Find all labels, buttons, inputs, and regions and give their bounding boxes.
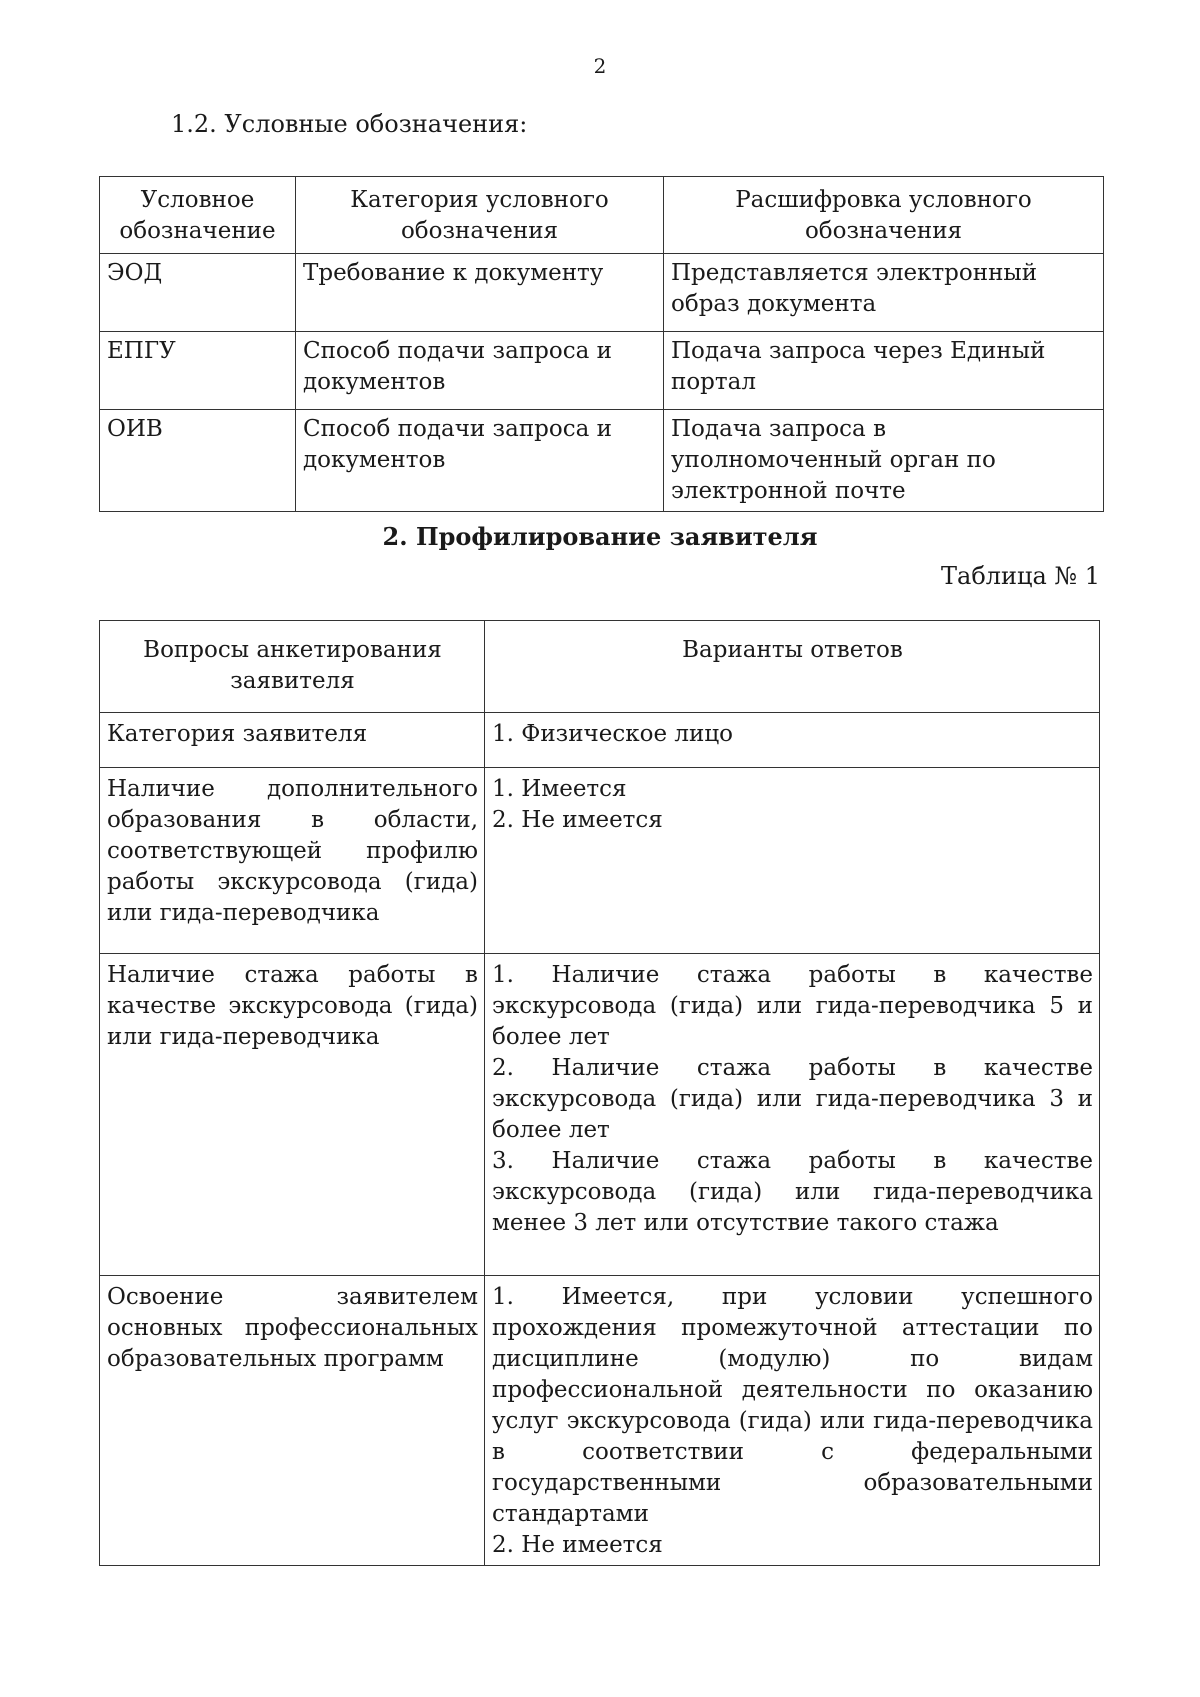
legend-cell-description: Представляется электронный образ документа xyxy=(664,254,1104,332)
answer-option: 1. Имеется, при условии успешного прохождения промежуточной аттестации по дисциплине (модулю) по видам профессиональной деятельности по оказанию услуг экскурсовода (гида) или гида-переводчика в соответствии с федеральными государственными образовательными стандартами xyxy=(492,1284,1093,1527)
profile-table xyxy=(99,620,1100,1566)
answer-option: 3. Наличие стажа работы в качестве экскурсовода (гида) или гида-переводчика менее 3 лет или отсутствие такого стажа xyxy=(492,1148,1093,1236)
profile-answers xyxy=(485,1276,1100,1566)
legend-cell-category: Способ подачи запроса и документов xyxy=(296,410,664,512)
answer-option: 1. Имеется xyxy=(492,776,627,802)
legend-table-header-row xyxy=(100,177,1104,254)
legend-cell-category: Способ подачи запроса и документов xyxy=(296,332,664,410)
table-row xyxy=(100,410,1104,512)
answer-option: 1. Физическое лицо xyxy=(492,721,733,747)
answer-option: 1. Наличие стажа работы в качестве экскурсовода (гида) или гида-переводчика 5 и более лет xyxy=(492,962,1093,1050)
legend-header-category: Категория условного обозначения xyxy=(296,177,664,254)
legend-cell-category: Требование к документу xyxy=(296,254,664,332)
legend-table xyxy=(99,176,1104,512)
profile-question: Наличие стажа работы в качестве экскурсовода (гида) или гида-переводчика xyxy=(100,954,485,1276)
table-row xyxy=(100,768,1100,954)
profile-header-answers: Варианты ответов xyxy=(485,621,1100,713)
profile-answers xyxy=(485,713,1100,768)
legend-cell-description: Подача запроса в уполномоченный орган по электронной почте xyxy=(664,410,1104,512)
answer-option: 2. Не имеется xyxy=(492,1532,663,1558)
table-row xyxy=(100,954,1100,1276)
table-row xyxy=(100,1276,1100,1566)
profile-question: Освоение заявителем основных профессиональных образовательных программ xyxy=(100,1276,485,1566)
section-heading-profiling: 2. Профилирование заявителя xyxy=(382,522,818,551)
table-row xyxy=(100,713,1100,768)
page-number: 2 xyxy=(593,54,607,78)
table-row xyxy=(100,332,1104,410)
profile-question: Наличие дополнительного образования в области, соответствующей профилю работы экскурсовода (гида) или гида-переводчика xyxy=(100,768,485,954)
table-caption: Таблица № 1 xyxy=(941,562,1100,590)
legend-cell-description: Подача запроса через Единый портал xyxy=(664,332,1104,410)
legend-header-description: Расшифровка условного обозначения xyxy=(664,177,1104,254)
legend-cell-symbol: ЕПГУ xyxy=(100,332,296,410)
profile-answers xyxy=(485,954,1100,1276)
section-heading-legend: 1.2. Условные обозначения: xyxy=(171,110,528,138)
answer-option: 2. Не имеется xyxy=(492,807,663,833)
answer-option: 2. Наличие стажа работы в качестве экскурсовода (гида) или гида-переводчика 3 и более лет xyxy=(492,1055,1093,1143)
legend-cell-symbol: ОИВ xyxy=(100,410,296,512)
profile-answers xyxy=(485,768,1100,954)
profile-table-header-row xyxy=(100,621,1100,713)
legend-header-symbol: Условное обозначение xyxy=(100,177,296,254)
profile-question: Категория заявителя xyxy=(100,713,485,768)
profile-header-questions: Вопросы анкетирования заявителя xyxy=(100,621,485,713)
legend-cell-symbol: ЭОД xyxy=(100,254,296,332)
table-row xyxy=(100,254,1104,332)
